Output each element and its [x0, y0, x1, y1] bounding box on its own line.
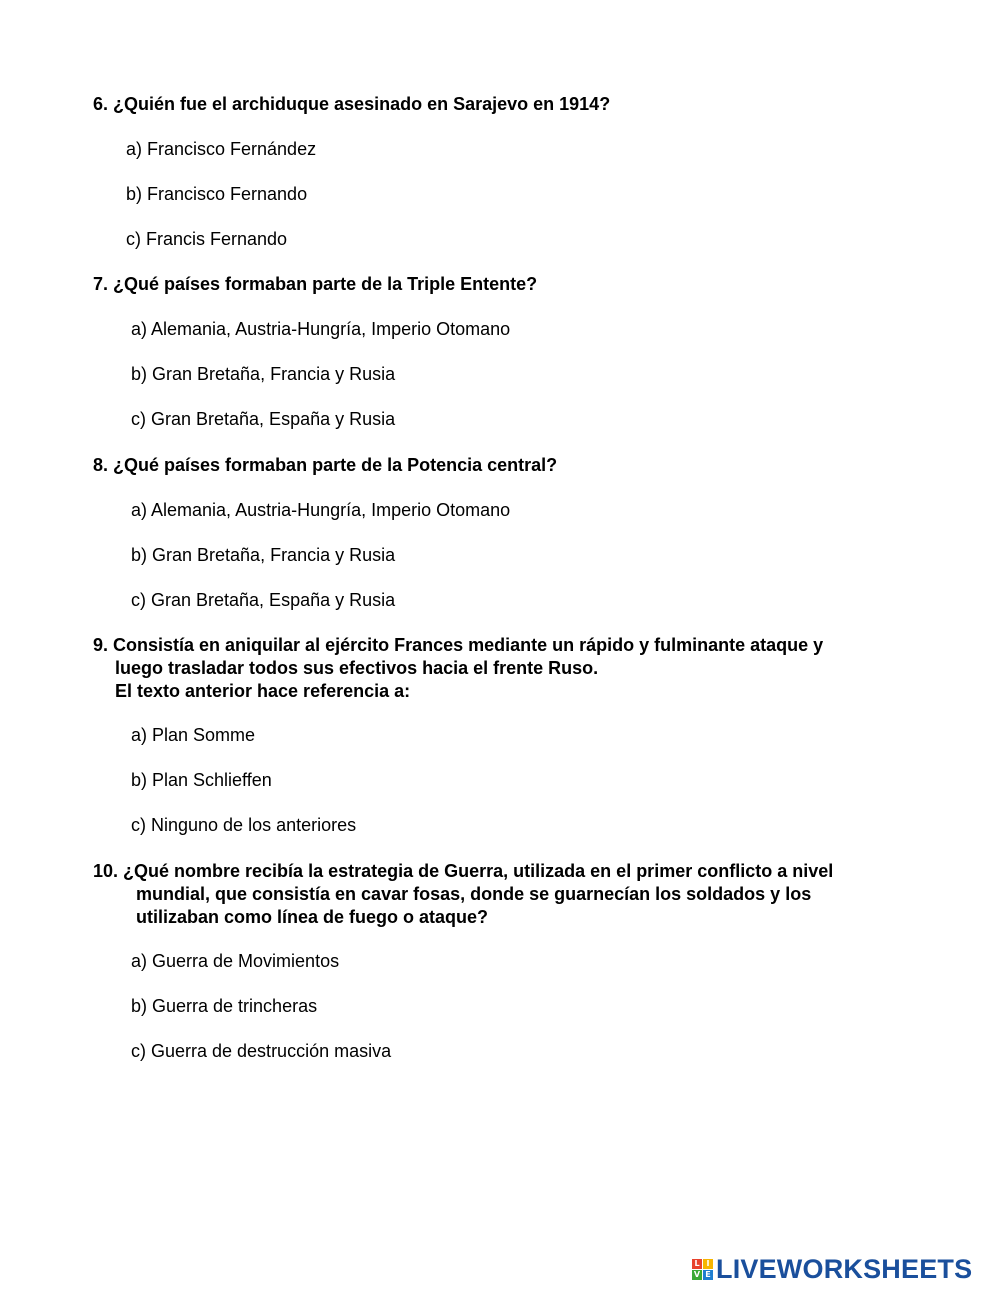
question-8-option-a: a) Alemania, Austria-Hungría, Imperio Otomano	[131, 500, 511, 520]
question-6-option-c: c) Francis Fernando	[126, 229, 288, 249]
live-mark-icon	[692, 1259, 713, 1280]
question-6-option-b: b) Francisco Fernando	[126, 184, 308, 204]
question-9-line-1: 9. Consistía en aniquilar al ejército Frances mediante un rápido y fulminante ataque y	[93, 635, 824, 655]
logo-text: LIVEWORKSHEETS	[716, 1254, 973, 1284]
question-10	[93, 860, 833, 929]
live-mark-letter-e: E	[703, 1270, 713, 1280]
question-9-option-c: c) Ninguno de los anteriores	[131, 815, 357, 835]
live-mark-letter-v: V	[693, 1269, 701, 1279]
question-9-option-b: b) Plan Schlieffen	[131, 770, 272, 790]
question-10-line-2: mundial, que consistía en cavar fosas, donde se guarnecían los soldados y los	[136, 884, 812, 904]
question-10-option-c: c) Guerra de destrucción masiva	[131, 1041, 392, 1061]
question-7-option-c: c) Gran Bretaña, España y Rusia	[131, 409, 396, 429]
question-7: 7. ¿Qué países formaban parte de la Triple Entente?	[93, 274, 538, 294]
question-9-line-3: El texto anterior hace referencia a:	[115, 681, 411, 701]
question-10-line-3: utilizaban como línea de fuego o ataque?	[136, 907, 489, 927]
question-8-option-b: b) Gran Bretaña, Francia y Rusia	[131, 545, 396, 565]
question-8: 8. ¿Qué países formaban parte de la Potencia central?	[93, 455, 558, 475]
question-7-option-a: a) Alemania, Austria-Hungría, Imperio Otomano	[131, 319, 511, 339]
live-mark-letter-i: I	[703, 1259, 713, 1269]
question-9	[93, 634, 823, 703]
question-9-option-a: a) Plan Somme	[131, 725, 256, 745]
question-10-option-b: b) Guerra de trincheras	[131, 996, 318, 1016]
question-10-option-a: a) Guerra de Movimientos	[131, 951, 340, 971]
question-7-option-b: b) Gran Bretaña, Francia y Rusia	[131, 364, 396, 384]
question-9-line-2: luego trasladar todos sus efectivos hacia el frente Ruso.	[115, 658, 599, 678]
live-mark-letter-l: L	[692, 1259, 702, 1269]
question-8-option-c: c) Gran Bretaña, España y Rusia	[131, 590, 396, 610]
question-10-line-1: 10. ¿Qué nombre recibía la estrategia de Guerra, utilizada en el primer conflicto a nivel	[93, 861, 834, 881]
question-6-option-a: a) Francisco Fernández	[126, 139, 317, 159]
liveworksheets-logo[interactable]	[692, 1254, 972, 1284]
question-6: 6. ¿Quién fue el archiduque asesinado en Sarajevo en 1914?	[93, 94, 611, 114]
